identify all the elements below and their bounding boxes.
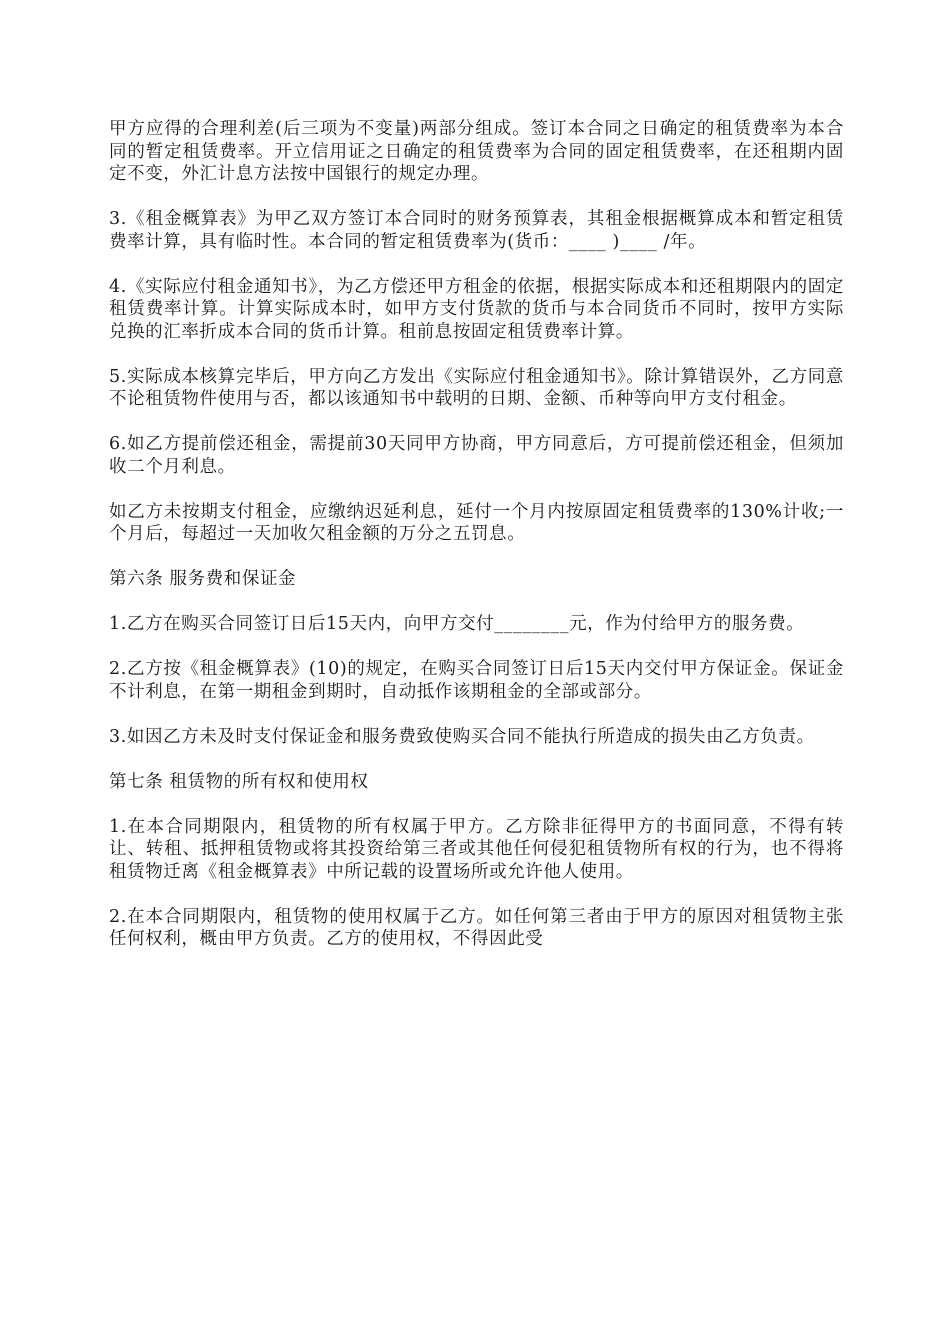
paragraph-late-payment-interest: 如乙方未按期支付租金，应缴纳迟延利息，延付一个月内按原固定租赁费率的130%计收;一个月后，每超过一天加收欠租金额的万分之五罚息。 (109, 501, 844, 544)
paragraph-service-fee: 1.乙方在购买合同签订日后15天内，向甲方交付________元，作为付给甲方的服务费。 (109, 614, 805, 634)
document-page (109, 118, 844, 973)
paragraph-right-of-use: 2.在本合同期限内，租赁物的使用权属于乙方。如任何第三者由于甲方的原因对租赁物主张任何权利，概由甲方负责。乙方的使用权，不得因此受 (109, 906, 844, 949)
paragraph-clause-4-rent-notice: 4.《实际应付租金通知书》，为乙方偿还甲方租金的依据，根据实际成本和还租期限内的固定租赁费率计算。计算实际成本时，如甲方支付货款的货币与本合同货币不同时，按甲方实际兑换的汇率折成本合同的货币计算。租前息按固定租赁费率计算。 (109, 276, 844, 342)
paragraph-ownership: 1.在本合同期限内，租赁物的所有权属于甲方。乙方除非征得甲方的书面同意，不得有转让、转租、抵押租赁物或将其投资给第三者或其他任何侵犯租赁物所有权的行为，也不得将租赁物迁离《租金概算表》中所记载的设置场所或允许他人使用。 (109, 816, 844, 882)
paragraph-deposit: 2.乙方按《租金概算表》(10)的规定，在购买合同签订日后15天内交付甲方保证金。保证金不计利息，在第一期租金到期时，自动抵作该期租金的全部或部分。 (109, 659, 844, 702)
paragraph-rate-composition: 甲方应得的合理利差(后三项为不变量)两部分组成。签订本合同之日确定的租赁费率为本合同的暂定租赁费率。开立信用证之日确定的租赁费率为合同的固定租赁费率，在还租期内固定不变，外汇计息方法按中国银行的规定办理。 (109, 119, 844, 184)
section-heading-article-7: 第七条 租赁物的所有权和使用权 (109, 771, 369, 792)
paragraph-clause-3-rent-estimate: 3.《租金概算表》为甲乙双方签订本合同时的财务预算表，其租金根据概算成本和暂定租赁费率计算，具有临时性。本合同的暂定租赁费率为(货币：____ )____ /年。 (109, 209, 844, 252)
paragraph-clause-5-cost-accounting: 5.实际成本核算完毕后，甲方向乙方发出《实际应付租金通知书》。除计算错误外，乙方同意不论租赁物件使用与否，都以该通知书中载明的日期、金额、币种等向甲方支付租金。 (109, 366, 844, 409)
paragraph-deposit-liability: 3.如因乙方未及时支付保证金和服务费致使购买合同不能执行所造成的损失由乙方负责。 (109, 726, 815, 747)
paragraph-clause-6-early-repayment: 6.如乙方提前偿还租金，需提前30天同甲方协商，甲方同意后，方可提前偿还租金，但须加收二个月利息。 (109, 434, 844, 477)
section-heading-article-6: 第六条 服务费和保证金 (109, 569, 297, 589)
